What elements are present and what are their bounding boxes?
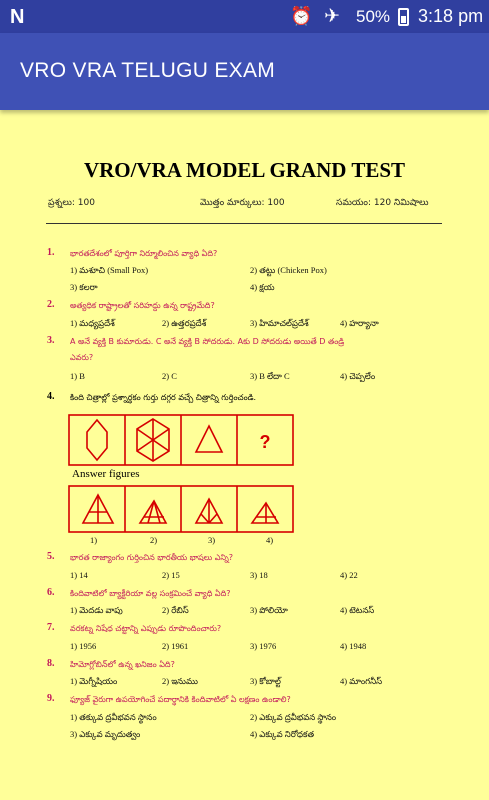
question-number: 6. [47, 587, 55, 598]
option: 2) రేబిస్ [162, 605, 189, 615]
option: 3) పోలియో [250, 605, 288, 615]
option: 1) 14 [70, 570, 88, 580]
question-number: 1. [47, 247, 55, 258]
clock-suffix: pm [458, 6, 484, 26]
option: 4) టెటనస్ [340, 605, 375, 615]
option: 3) కలరా [70, 282, 98, 292]
question-text: వరకట్న నిషేధ చట్టాన్ని ఎప్పుడు రూపొందించారు? [70, 624, 222, 633]
question-text: భారత రాజ్యాంగం గుర్తించిన భారతీయ భాషలు ఎన్ని? [70, 553, 233, 562]
question-number: 3. [47, 335, 55, 346]
question-text: A అనే వ్యక్తి B కుమారుడు. C అనే వ్యక్తి B సోదరుడు. Aకు D సోదరుడు అయితే D తండ్రి [70, 337, 345, 346]
status-clock [418, 6, 483, 27]
option: 2) 1961 [162, 641, 189, 651]
clock-time: 3:18 [418, 6, 454, 26]
option: 2) ఉత్తరప్రదేశ్ [162, 318, 207, 328]
option: 4) 22 [340, 570, 358, 580]
option: 1) మెదడు వాపు [70, 605, 123, 615]
option: 3) కోబాల్ట్ [250, 676, 281, 686]
option: 3) 18 [250, 570, 268, 580]
answer-figure-label: 3) [208, 535, 216, 545]
option: 2) ఎక్కువ ద్రవీభవన స్థానం [250, 712, 337, 722]
alarm-icon: ⏰ [290, 6, 313, 27]
notification-logo-icon: N [10, 6, 25, 28]
option: 2) 15 [162, 570, 180, 580]
option: 4) 1948 [340, 641, 367, 651]
option: 1) తక్కువ ద్రవీభవన స్థానం [70, 712, 157, 722]
question-number: 8. [47, 658, 55, 669]
hexagon-shape [87, 420, 107, 460]
option: 1) 1956 [70, 641, 97, 651]
question-figures [68, 414, 294, 466]
option: 4) క్షయ [250, 282, 275, 292]
question-number: 9. [47, 693, 55, 704]
question-text: అత్యధిక రాష్ట్రాలతో సరిహద్దు ఉన్న రాష్ట్రమేది? [70, 301, 215, 310]
option: 1) B [70, 371, 85, 381]
option: 4) ఎక్కువ నిరోధకత [250, 729, 315, 739]
battery-percent: 50% [356, 7, 391, 26]
answer-figure-label: 4) [266, 535, 274, 545]
answer-figure-4 [252, 503, 278, 523]
question-text: హిమోగ్లోబిన్‌లో ఉన్న ఖనిజం ఏది? [70, 660, 175, 669]
question-text: కిందివాటిలో బ్యాక్టీరియా వల్ల సంక్రమించే వ్యాధి ఏది? [70, 589, 231, 598]
option: 2) తట్టు (Chicken Pox) [250, 265, 327, 275]
battery-icon [398, 8, 409, 26]
question-text: భారతదేశంలో పూర్తిగా నిర్మూలించిన వ్యాధి ఏది? [70, 249, 218, 258]
option: 3) హిమాచల్‌ప్రదేశ్ [250, 318, 309, 328]
option: 4) హర్యానా [340, 318, 379, 328]
question-number: 5. [47, 551, 55, 562]
answer-figures [68, 485, 294, 533]
triangle-shape [196, 426, 222, 452]
header-divider [46, 223, 442, 224]
questions-count: ప్రశ్నలు: 100 [48, 198, 95, 208]
document-title: VRO/VRA MODEL GRAND TEST [83, 158, 406, 182]
total-marks: మొత్తం మార్కులు: 100 [200, 198, 285, 208]
answer-figure-label: 1) [90, 535, 98, 545]
option: 3) B లేదా C [250, 371, 290, 381]
status-bar [0, 0, 489, 33]
option: 1) మెగ్నీషియం [70, 676, 118, 686]
question-number: 4. [47, 391, 55, 402]
app-bar [0, 33, 489, 110]
question-text: కింది చిత్రాల్లో ప్రశ్నార్థకం గుర్తు దగ్గర వచ్చే చిత్రాన్ని గుర్తించండి. [70, 393, 257, 402]
airplane-mode-icon: ✈ [324, 5, 340, 27]
option: 4) మాంగనీస్ [340, 676, 383, 686]
question-number: 7. [47, 622, 55, 633]
question-number: 2. [47, 299, 55, 310]
option: 3) 1976 [250, 641, 277, 651]
question-text: ఫ్యూజ్ వైరుగా ఉపయోగించే పదార్థానికి కిందివాటిలో ఏ లక్షణం ఉండాలి? [70, 695, 291, 704]
option: 2) C [162, 371, 177, 381]
option: 1) మశూచి (Small Pox) [70, 265, 149, 275]
question-mark: ? [259, 432, 271, 452]
question-text-cont: ఎవరు? [70, 353, 94, 362]
app-title: VRO VRA TELUGU EXAM [20, 59, 276, 82]
answer-figure-label: 2) [150, 535, 158, 545]
answer-figures-label: Answer figures [72, 468, 140, 480]
option: 3) ఎక్కువ మృదుత్వం [70, 729, 141, 739]
option: 4) చెప్పలేం [340, 371, 376, 381]
exam-time: సమయం: 120 నిమిషాలు [336, 198, 429, 208]
option: 2) ఇనుము [162, 676, 198, 686]
option: 1) మధ్యప్రదేశ్ [70, 318, 115, 328]
exam-document[interactable] [0, 110, 489, 800]
